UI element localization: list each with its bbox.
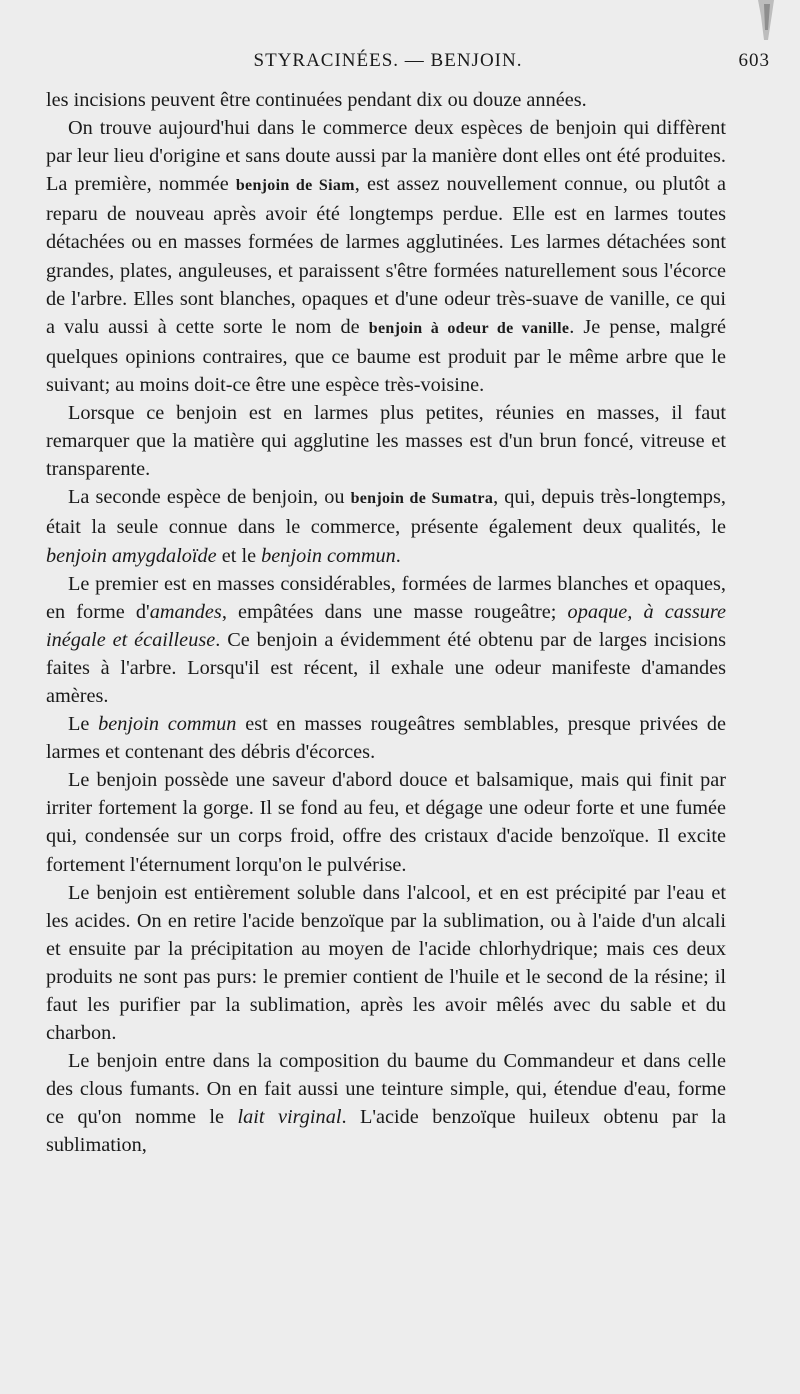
bold-term: benjoin de Sumatra (350, 490, 494, 508)
paragraph (46, 399, 726, 483)
ink-blot-mark (752, 0, 780, 44)
bold-term: benjoin à odeur de vanille (368, 319, 570, 337)
text-run: Le (68, 713, 99, 736)
paragraph (46, 86, 726, 114)
text-run: . Ce benjoin a évidemment été obtenu par de larges incisions faites à l'arbre. Lorsqu'il est récent, il exhale une odeur manifeste d'amandes amères. (46, 628, 727, 707)
text-run: . Je pense, malgré quelques opinions contraires, que ce baume est produit par le même arbre que le suivant; au moins doit-ce être une espèce très-voisine. (46, 315, 727, 396)
running-title: STYRACINÉES. — BENJOIN. (253, 50, 523, 71)
text-run: , est assez nouvellement connue, ou plutôt a reparu de nouveau après avoir été longtemps perdue. Elle est en larmes toutes détachées ou en masses formées de larmes agglutinées. Les larmes détachées sont grandes, plates, anguleuses, et paraissent s'être formées naturellement sous l'écorce de l'arbre. Elles sont blanches, opaques et d'une odeur très-suave de vanille, ce qui a valu aussi à cette sorte le nom de (46, 173, 726, 338)
italic-term: opaque, à cassure inégale et écailleuse (46, 600, 726, 651)
text-run: Le benjoin entre dans la composition du baume du Commandeur et dans celle des clous fumants. On en fait aussi une teinture simple, qui, étendue d'eau, forme ce qu'on nomme le (46, 1050, 726, 1129)
text-run: Le benjoin possède une saveur d'abord douce et balsamique, mais qui finit par irriter fortement la gorge. Il se fond au feu, et dégage une odeur forte et une fumée qui, condensée sur un corps froid, offre des cristaux d'acide benzoïque. Il excite fortement l'éternument lorqu'on le pulvérise. (46, 769, 726, 876)
italic-term: benjoin commun (98, 713, 237, 736)
text-run: . (395, 544, 401, 567)
body-text (46, 86, 726, 1160)
text-run: , empâtées dans une masse rougeâtre; (221, 600, 568, 623)
paragraph (46, 766, 726, 878)
paragraph (46, 483, 726, 569)
text-run: Le premier est en masses considérables, formées de larmes blanches et opaques, en forme d' (46, 572, 726, 623)
text-run: . L'acide benzoïque huileux obtenu par la sublimation, (46, 1106, 726, 1157)
text-run: est en masses rougeâtres semblables, presque privées de larmes et contenant des débris d'écorces. (46, 713, 726, 764)
page-header (46, 50, 770, 80)
page-number: 603 (738, 50, 770, 71)
italic-term: benjoin amygdaloïde (46, 544, 217, 567)
paragraph (46, 710, 726, 766)
text-run: , qui, depuis très-longtemps, était la seule connue dans le commerce, présente également deux qualités, le (46, 486, 727, 539)
text-run: La seconde espèce de benjoin, ou (68, 486, 351, 509)
italic-term: benjoin commun (261, 544, 396, 567)
paragraph (46, 879, 726, 1048)
text-run: Le benjoin est entièrement soluble dans l'alcool, et en est précipité par l'eau et les acides. On en retire l'acide benzoïque par la sublimation, ou à l'aide d'un alcali et ensuite par la précipitation au moyen de l'acide chlorhydrique; mais ces deux produits ne sont pas purs: le premier contient de l'huile et le second de la résine; il faut les purifier par la sublimation, après les avoir mêlés avec du sable et du charbon. (46, 881, 726, 1045)
text-run: Lorsque ce benjoin est en larmes plus petites, réunies en masses, il faut remarquer que la matière qui agglutine les masses est d'un brun foncé, vitreuse et transparente. (46, 402, 726, 481)
paragraph (46, 114, 726, 399)
bold-term: benjoin de Siam (235, 177, 355, 195)
paragraph (46, 570, 726, 710)
italic-term: lait virginal (237, 1106, 342, 1129)
text-run: et le (216, 544, 262, 567)
text-run: On trouve aujourd'hui dans le commerce deux espèces de benjoin qui diffèrent par leur lieu d'origine et sans doute aussi par la manière dont elles ont été produites. La première, nommée (46, 117, 726, 196)
paragraph (46, 1047, 726, 1159)
italic-term: amandes (149, 600, 222, 623)
text-run: les incisions peuvent être continuées pendant dix ou douze années. (46, 89, 587, 111)
